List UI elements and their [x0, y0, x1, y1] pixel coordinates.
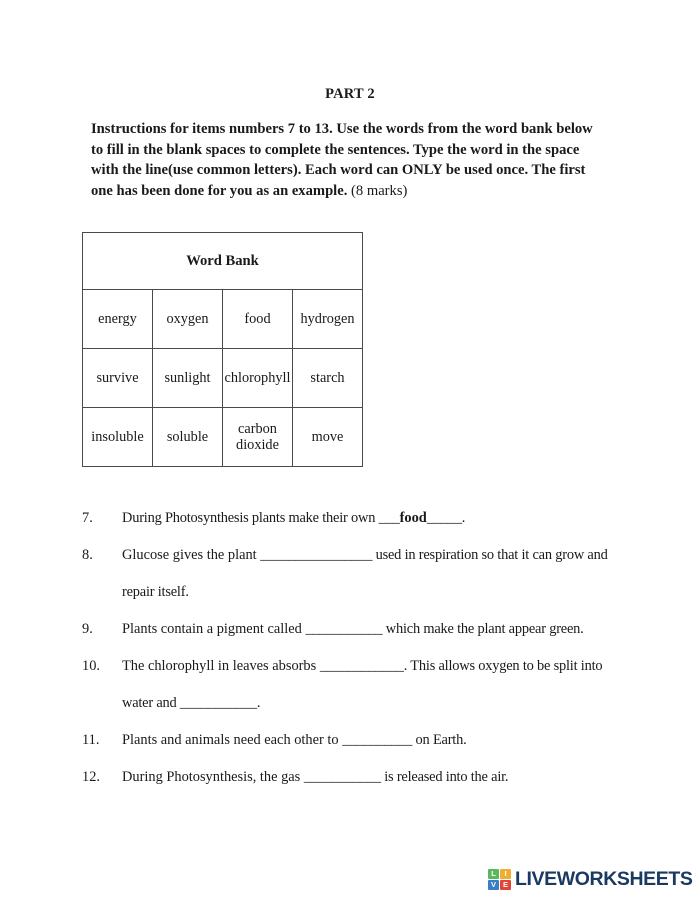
- logo-tile-i: I: [500, 869, 511, 879]
- filled-answer[interactable]: food: [399, 510, 427, 526]
- word-bank-header-row: [83, 233, 363, 290]
- question-text: [122, 510, 465, 526]
- question-number: 10.: [82, 658, 100, 674]
- question-number: 12.: [82, 769, 100, 785]
- logo-wordmark: LIVEWORKSHEETS: [515, 867, 693, 890]
- word-bank-title: Word Bank: [83, 233, 363, 290]
- question-item-8: [82, 537, 620, 611]
- marks-label: (8 marks): [351, 182, 408, 199]
- question-text: [122, 658, 602, 711]
- word-bank-cell: food: [223, 290, 293, 349]
- question-text: [122, 732, 467, 748]
- question-item-9: [82, 611, 620, 648]
- table-row: [83, 408, 363, 467]
- table-row: [83, 290, 363, 349]
- question-item-12: [82, 759, 620, 796]
- question-item-7: [82, 500, 620, 537]
- question-item-11: [82, 722, 620, 759]
- word-bank-cell: oxygen: [153, 290, 223, 349]
- logo-tile-e: E: [500, 880, 511, 890]
- answer-blank[interactable]: ___________ which make the plant appear green.: [305, 621, 584, 637]
- question-number: 11.: [82, 732, 100, 748]
- word-bank-cell: carbon dioxide: [223, 408, 293, 467]
- question-text-before: During Photosynthesis plants make their own ___: [122, 510, 400, 526]
- table-row: [83, 349, 363, 408]
- question-text-before: The chlorophyll in leaves absorbs: [122, 658, 320, 674]
- page-title: PART 2: [325, 86, 375, 102]
- answer-blank[interactable]: ___________ is released into the air.: [303, 769, 509, 785]
- word-bank-cell: move: [293, 408, 363, 467]
- question-number: 9.: [82, 621, 93, 637]
- question-text-before: Plants and animals need each other to: [122, 732, 343, 748]
- word-bank-cell: soluble: [153, 408, 223, 467]
- question-text-after: _____.: [426, 510, 466, 526]
- instructions-text: Instructions for items numbers 7 to 13. Use the words from the word bank below to fill in the blank spaces to complete the sentences. Type the word in the space with the line(use common letters). Each word can ONLY be used once. The first one has been done for you as an example.: [91, 121, 593, 199]
- answer-blank[interactable]: ________________ used in respiration so that it can grow and repair itself.: [122, 547, 608, 600]
- word-bank-table: [82, 232, 363, 467]
- question-item-10: [82, 648, 620, 722]
- word-bank-body: [83, 233, 363, 467]
- answer-blank[interactable]: ____________. This allows oxygen to be split into water and ___________.: [122, 658, 603, 711]
- word-bank-cell: energy: [83, 290, 153, 349]
- question-text-before: Plants contain a pigment called: [122, 621, 306, 637]
- logo-tile-v: V: [488, 880, 499, 890]
- word-bank-cell: survive: [83, 349, 153, 408]
- answer-blank[interactable]: __________ on Earth.: [342, 732, 467, 748]
- logo-tile-l: L: [488, 869, 499, 879]
- word-bank-cell: hydrogen: [293, 290, 363, 349]
- word-bank-cell: insoluble: [83, 408, 153, 467]
- liveworksheets-logo: [488, 869, 693, 890]
- question-text: [122, 621, 584, 637]
- question-text: [122, 769, 508, 785]
- instructions-paragraph: [91, 119, 607, 201]
- questions-list: [82, 500, 620, 796]
- question-text-before: Glucose gives the plant: [122, 547, 261, 563]
- question-number: 7.: [82, 510, 93, 526]
- question-text: [122, 547, 608, 600]
- question-text-before: During Photosynthesis, the gas: [122, 769, 304, 785]
- word-bank-cell: sunlight: [153, 349, 223, 408]
- liveworksheets-mark-icon: [488, 869, 511, 890]
- question-number: 8.: [82, 547, 93, 563]
- word-bank-cell: starch: [293, 349, 363, 408]
- word-bank-cell: chlorophyll: [223, 349, 293, 408]
